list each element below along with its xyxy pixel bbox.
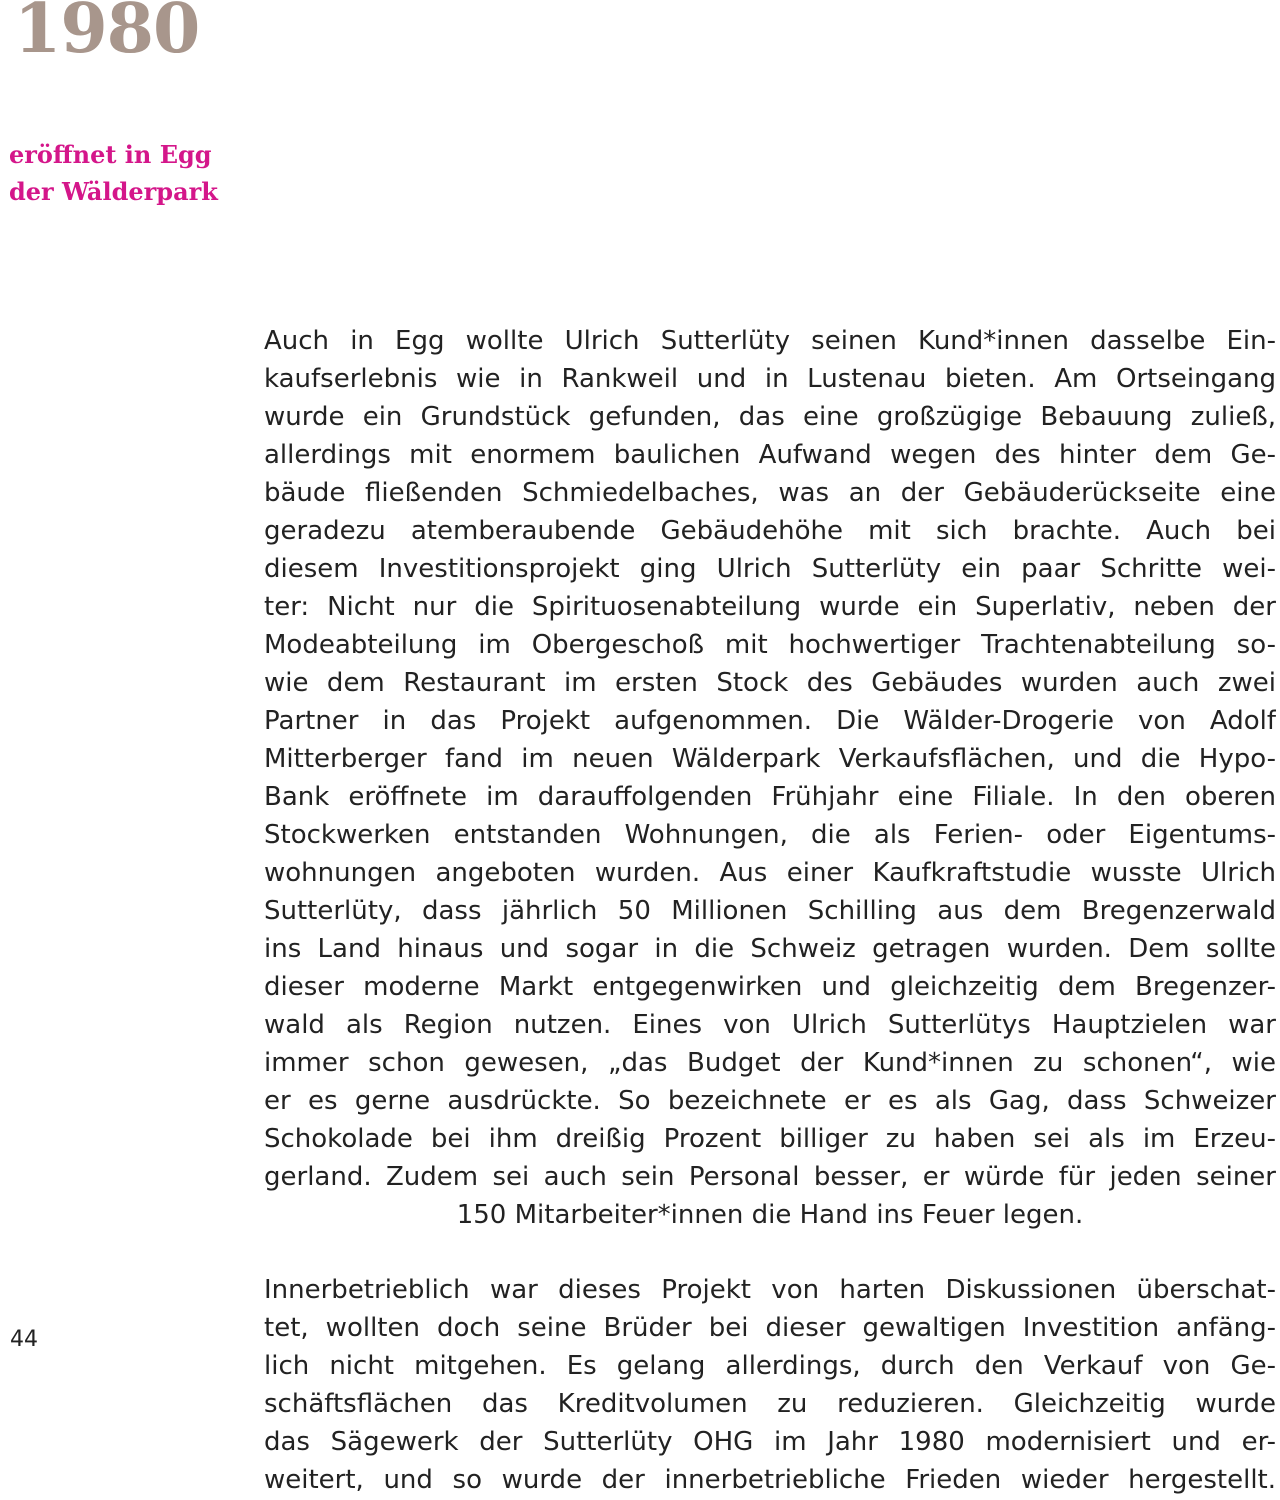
text-line: Mitterberger fand im neuen Wälderpark Verkaufsflächen, und die Hypo- <box>264 744 1276 774</box>
text-line: wald als Region nutzen. Eines von Ulrich Sutterlütys Hauptzielen war <box>264 1010 1276 1040</box>
subtitle-line: eröffnet in Egg <box>9 140 212 169</box>
text-line: wie dem Restaurant im ersten Stock des Gebäudes wurden auch zwei <box>264 668 1276 698</box>
text-line: Partner in das Projekt aufgenommen. Die Wälder-Drogerie von Adolf <box>264 706 1276 736</box>
body-paragraph-2 <box>264 1271 1276 1499</box>
text-line: Modeabteilung im Obergeschoß mit hochwertiger Trachtenabteilung so- <box>264 630 1276 660</box>
page-number: 44 <box>10 1327 38 1352</box>
text-line: wurde ein Grundstück gefunden, das eine großzügige Bebauung zuließ, <box>264 402 1276 432</box>
chapter-subtitle <box>9 136 218 210</box>
text-line: weitert, und so wurde der innerbetriebliche Frieden wieder hergestellt. <box>264 1465 1276 1495</box>
text-line: geradezu atemberaubende Gebäudehöhe mit sich brachte. Auch bei <box>264 516 1276 546</box>
text-line: diesem Investitionsprojekt ging Ulrich Sutterlüty ein paar Schritte wei- <box>264 554 1276 584</box>
text-line: Sutterlüty, dass jährlich 50 Millionen Schilling aus dem Bregenzerwald <box>264 896 1276 926</box>
text-line: lich nicht mitgehen. Es gelang allerdings, durch den Verkauf von Ge- <box>264 1351 1276 1381</box>
text-line: Schokolade bei ihm dreißig Prozent billiger zu haben sei als im Erzeu- <box>264 1124 1276 1154</box>
text-line: allerdings mit enormem baulichen Aufwand wegen des hinter dem Ge- <box>264 440 1276 470</box>
text-line: immer schon gewesen, „das Budget der Kund*innen zu schonen“, wie <box>264 1048 1276 1078</box>
text-line: gerland. Zudem sei auch sein Personal besser, er würde für jeden seiner <box>264 1162 1276 1192</box>
text-line: wohnungen angeboten wurden. Aus einer Kaufkraftstudie wusste Ulrich <box>264 858 1276 888</box>
text-line: Innerbetrieblich war dieses Projekt von harten Diskussionen überschat- <box>264 1275 1276 1305</box>
text-line: tet, wollten doch seine Brüder bei dieser gewaltigen Investition anfäng- <box>264 1313 1276 1343</box>
text-line: dieser moderne Markt entgegenwirken und gleichzeitig dem Bregenzer- <box>264 972 1276 1002</box>
text-line: bäude fließenden Schmiedelbaches, was an der Gebäuderückseite eine <box>264 478 1276 508</box>
text-line: ter: Nicht nur die Spirituosenabteilung wurde ein Superlativ, neben der <box>264 592 1276 622</box>
text-line-last: 150 Mitarbeiter*innen die Hand ins Feuer legen. <box>456 1200 1084 1230</box>
text-line: kaufserlebnis wie in Rankweil und in Lustenau bieten. Am Ortseingang <box>264 364 1276 394</box>
text-line: schäftsflächen das Kreditvolumen zu reduzieren. Gleichzeitig wurde <box>264 1389 1276 1419</box>
body-paragraph-1 <box>264 322 1276 1234</box>
text-line: er es gerne ausdrückte. So bezeichnete er es als Gag, dass Schweizer <box>264 1086 1276 1116</box>
text-line: Bank eröffnete im darauffolgenden Frühjahr eine Filiale. In den oberen <box>264 782 1276 812</box>
text-line: ins Land hinaus und sogar in die Schweiz getragen wurden. Dem sollte <box>264 934 1276 964</box>
text-line: Auch in Egg wollte Ulrich Sutterlüty seinen Kund*innen dasselbe Ein- <box>264 326 1276 356</box>
text-line: das Sägewerk der Sutterlüty OHG im Jahr 1980 modernisiert und er- <box>264 1427 1276 1457</box>
subtitle-line: der Wälderpark <box>9 177 218 206</box>
chapter-year: 1980 <box>14 0 200 69</box>
text-line: Stockwerken entstanden Wohnungen, die als Ferien- oder Eigentums- <box>264 820 1276 850</box>
